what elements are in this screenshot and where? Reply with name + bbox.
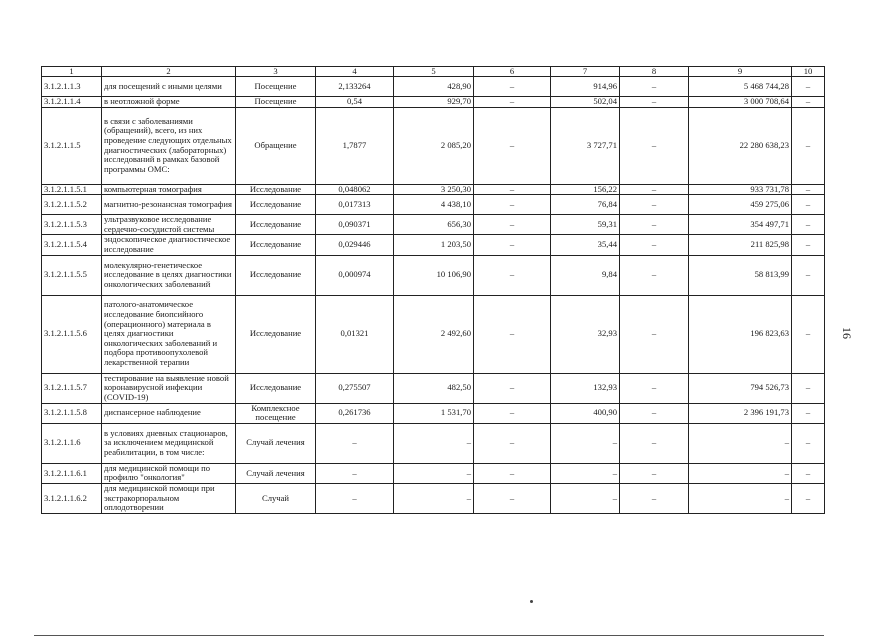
cell-unit: Исследование <box>236 235 316 255</box>
cell-c6: – <box>474 423 551 463</box>
cell-c5: 656,30 <box>394 215 474 235</box>
cell-c4: 0,090371 <box>316 215 394 235</box>
cell-c10: – <box>792 463 825 483</box>
cell-name: в неотложной форме <box>102 97 236 108</box>
table-row <box>42 97 825 108</box>
cell-unit: Случай лечения <box>236 463 316 483</box>
cell-c9: 794 526,73 <box>689 373 792 403</box>
cell-c4: 0,000974 <box>316 255 394 295</box>
cell-unit: Исследование <box>236 373 316 403</box>
cell-c9: – <box>689 423 792 463</box>
cell-unit: Случай <box>236 483 316 513</box>
cell-c8: – <box>620 295 689 373</box>
cell-c4: – <box>316 483 394 513</box>
bottom-rule <box>34 635 824 636</box>
cell-c5: – <box>394 463 474 483</box>
table-row <box>42 77 825 97</box>
cell-code: 3.1.2.1.1.5.8 <box>42 403 102 423</box>
cell-c7: – <box>551 463 620 483</box>
header-cell: 3 <box>236 67 316 77</box>
cell-c5: 4 438,10 <box>394 195 474 215</box>
cell-c10: – <box>792 295 825 373</box>
tariff-table <box>41 66 825 514</box>
cell-c10: – <box>792 483 825 513</box>
cell-c8: – <box>620 107 689 184</box>
header-cell: 5 <box>394 67 474 77</box>
cell-c5: 2 085,20 <box>394 107 474 184</box>
table-row <box>42 184 825 195</box>
cell-c9: 3 000 708,64 <box>689 97 792 108</box>
cell-code: 3.1.2.1.1.5.7 <box>42 373 102 403</box>
header-cell: 6 <box>474 67 551 77</box>
cell-name: эндоскопическое диагностическое исследование <box>102 235 236 255</box>
cell-c8: – <box>620 77 689 97</box>
cell-c10: – <box>792 107 825 184</box>
cell-c10: – <box>792 77 825 97</box>
cell-c10: – <box>792 403 825 423</box>
cell-c5: 10 106,90 <box>394 255 474 295</box>
cell-c4: 0,029446 <box>316 235 394 255</box>
cell-c8: – <box>620 255 689 295</box>
cell-c10: – <box>792 184 825 195</box>
header-cell: 9 <box>689 67 792 77</box>
cell-c5: 929,70 <box>394 97 474 108</box>
cell-c7: 9,84 <box>551 255 620 295</box>
cell-code: 3.1.2.1.1.6.2 <box>42 483 102 513</box>
header-cell: 8 <box>620 67 689 77</box>
cell-c6: – <box>474 255 551 295</box>
cell-c8: – <box>620 403 689 423</box>
cell-c8: – <box>620 215 689 235</box>
cell-c4: 0,54 <box>316 97 394 108</box>
cell-name: для посещений с иными целями <box>102 77 236 97</box>
cell-c5: 3 250,30 <box>394 184 474 195</box>
cell-c9: – <box>689 483 792 513</box>
table-row <box>42 373 825 403</box>
cell-c7: 76,84 <box>551 195 620 215</box>
cell-c4: – <box>316 423 394 463</box>
cell-c5: 1 203,50 <box>394 235 474 255</box>
cell-name: магнитно-резонансная томография <box>102 195 236 215</box>
cell-c8: – <box>620 97 689 108</box>
cell-c7: 59,31 <box>551 215 620 235</box>
table-row <box>42 463 825 483</box>
cell-c6: – <box>474 463 551 483</box>
cell-c9: 2 396 191,73 <box>689 403 792 423</box>
cell-code: 3.1.2.1.1.5.4 <box>42 235 102 255</box>
cell-c9: 211 825,98 <box>689 235 792 255</box>
table-row <box>42 107 825 184</box>
cell-code: 3.1.2.1.1.5.5 <box>42 255 102 295</box>
cell-c7: 32,93 <box>551 295 620 373</box>
header-row <box>42 67 825 77</box>
table-row <box>42 255 825 295</box>
cell-code: 3.1.2.1.1.5.1 <box>42 184 102 195</box>
scan-speck <box>530 600 533 603</box>
table-row <box>42 483 825 513</box>
table-row <box>42 295 825 373</box>
cell-c4: 1,7877 <box>316 107 394 184</box>
cell-unit: Исследование <box>236 215 316 235</box>
cell-c7: 914,96 <box>551 77 620 97</box>
cell-c6: – <box>474 97 551 108</box>
cell-c9: – <box>689 463 792 483</box>
cell-c6: – <box>474 195 551 215</box>
cell-c7: – <box>551 483 620 513</box>
cell-c7: 35,44 <box>551 235 620 255</box>
cell-code: 3.1.2.1.1.5.6 <box>42 295 102 373</box>
cell-c4: 0,017313 <box>316 195 394 215</box>
cell-c6: – <box>474 107 551 184</box>
cell-c4: 2,133264 <box>316 77 394 97</box>
cell-name: в связи с заболеваниями (обращений), всего, из них проведение следующих отдельных диагностических (лабораторных) исследований в рамках базовой программы ОМС: <box>102 107 236 184</box>
header-cell: 2 <box>102 67 236 77</box>
cell-c5: 2 492,60 <box>394 295 474 373</box>
cell-c7: 400,90 <box>551 403 620 423</box>
cell-c10: – <box>792 423 825 463</box>
cell-name: молекулярно-генетическое исследование в целях диагностики онкологических заболеваний <box>102 255 236 295</box>
cell-c4: 0,261736 <box>316 403 394 423</box>
cell-code: 3.1.2.1.1.3 <box>42 77 102 97</box>
cell-unit: Исследование <box>236 255 316 295</box>
cell-c4: 0,048062 <box>316 184 394 195</box>
cell-c9: 5 468 744,28 <box>689 77 792 97</box>
cell-name: патолого-анатомическое исследование биопсийного (операционного) материала в целях диагностики онкологических заболеваний и подбора противоопухолевой лекарственной терапии <box>102 295 236 373</box>
header-cell: 4 <box>316 67 394 77</box>
cell-c5: – <box>394 483 474 513</box>
cell-c5: 482,50 <box>394 373 474 403</box>
table-row <box>42 215 825 235</box>
cell-c9: 459 275,06 <box>689 195 792 215</box>
cell-code: 3.1.2.1.1.4 <box>42 97 102 108</box>
cell-unit: Посещение <box>236 97 316 108</box>
cell-code: 3.1.2.1.1.6.1 <box>42 463 102 483</box>
cell-c8: – <box>620 373 689 403</box>
cell-name: компьютерная томография <box>102 184 236 195</box>
cell-c6: – <box>474 77 551 97</box>
cell-c8: – <box>620 184 689 195</box>
cell-c7: 132,93 <box>551 373 620 403</box>
header-cell: 7 <box>551 67 620 77</box>
cell-code: 3.1.2.1.1.5.2 <box>42 195 102 215</box>
cell-c10: – <box>792 97 825 108</box>
table-row <box>42 195 825 215</box>
cell-c5: 428,90 <box>394 77 474 97</box>
header-cell: 10 <box>792 67 825 77</box>
cell-c10: – <box>792 373 825 403</box>
cell-c9: 58 813,99 <box>689 255 792 295</box>
table-row <box>42 403 825 423</box>
cell-unit: Случай лечения <box>236 423 316 463</box>
cell-c8: – <box>620 423 689 463</box>
cell-unit: Посещение <box>236 77 316 97</box>
table-row <box>42 235 825 255</box>
cell-c6: – <box>474 373 551 403</box>
cell-unit: Исследование <box>236 195 316 215</box>
cell-c8: – <box>620 463 689 483</box>
cell-c8: – <box>620 483 689 513</box>
cell-c4: – <box>316 463 394 483</box>
cell-unit: Исследование <box>236 184 316 195</box>
cell-c7: 502,04 <box>551 97 620 108</box>
cell-c6: – <box>474 215 551 235</box>
cell-name: для медицинской помощи по профилю "онкология" <box>102 463 236 483</box>
cell-c7: 156,22 <box>551 184 620 195</box>
cell-code: 3.1.2.1.1.5.3 <box>42 215 102 235</box>
cell-c6: – <box>474 295 551 373</box>
cell-unit: Комплексное посещение <box>236 403 316 423</box>
cell-c8: – <box>620 195 689 215</box>
cell-c10: – <box>792 195 825 215</box>
cell-name: тестирование на выявление новой коронавирусной инфекции (COVID-19) <box>102 373 236 403</box>
cell-name: диспансерное наблюдение <box>102 403 236 423</box>
cell-name: в условиях дневных стационаров, за исключением медицинской реабилитации, в том числе: <box>102 423 236 463</box>
cell-code: 3.1.2.1.1.5 <box>42 107 102 184</box>
cell-name: ультразвуковое исследование сердечно-сосудистой системы <box>102 215 236 235</box>
cell-c8: – <box>620 235 689 255</box>
cell-c9: 196 823,63 <box>689 295 792 373</box>
cell-c4: 0,275507 <box>316 373 394 403</box>
cell-unit: Исследование <box>236 295 316 373</box>
cell-c9: 22 280 638,23 <box>689 107 792 184</box>
cell-code: 3.1.2.1.1.6 <box>42 423 102 463</box>
cell-c9: 933 731,78 <box>689 184 792 195</box>
cell-c10: – <box>792 235 825 255</box>
cell-c4: 0,01321 <box>316 295 394 373</box>
cell-c7: – <box>551 423 620 463</box>
page-number: 16 <box>840 327 854 339</box>
cell-c6: – <box>474 403 551 423</box>
cell-c6: – <box>474 184 551 195</box>
cell-c7: 3 727,71 <box>551 107 620 184</box>
cell-c5: – <box>394 423 474 463</box>
table-row <box>42 423 825 463</box>
cell-c10: – <box>792 215 825 235</box>
cell-c6: – <box>474 235 551 255</box>
header-cell: 1 <box>42 67 102 77</box>
cell-c5: 1 531,70 <box>394 403 474 423</box>
cell-c9: 354 497,71 <box>689 215 792 235</box>
cell-unit: Обращение <box>236 107 316 184</box>
cell-c10: – <box>792 255 825 295</box>
cell-name: для медицинской помощи при экстракорпоральном оплодотворении <box>102 483 236 513</box>
cell-c6: – <box>474 483 551 513</box>
